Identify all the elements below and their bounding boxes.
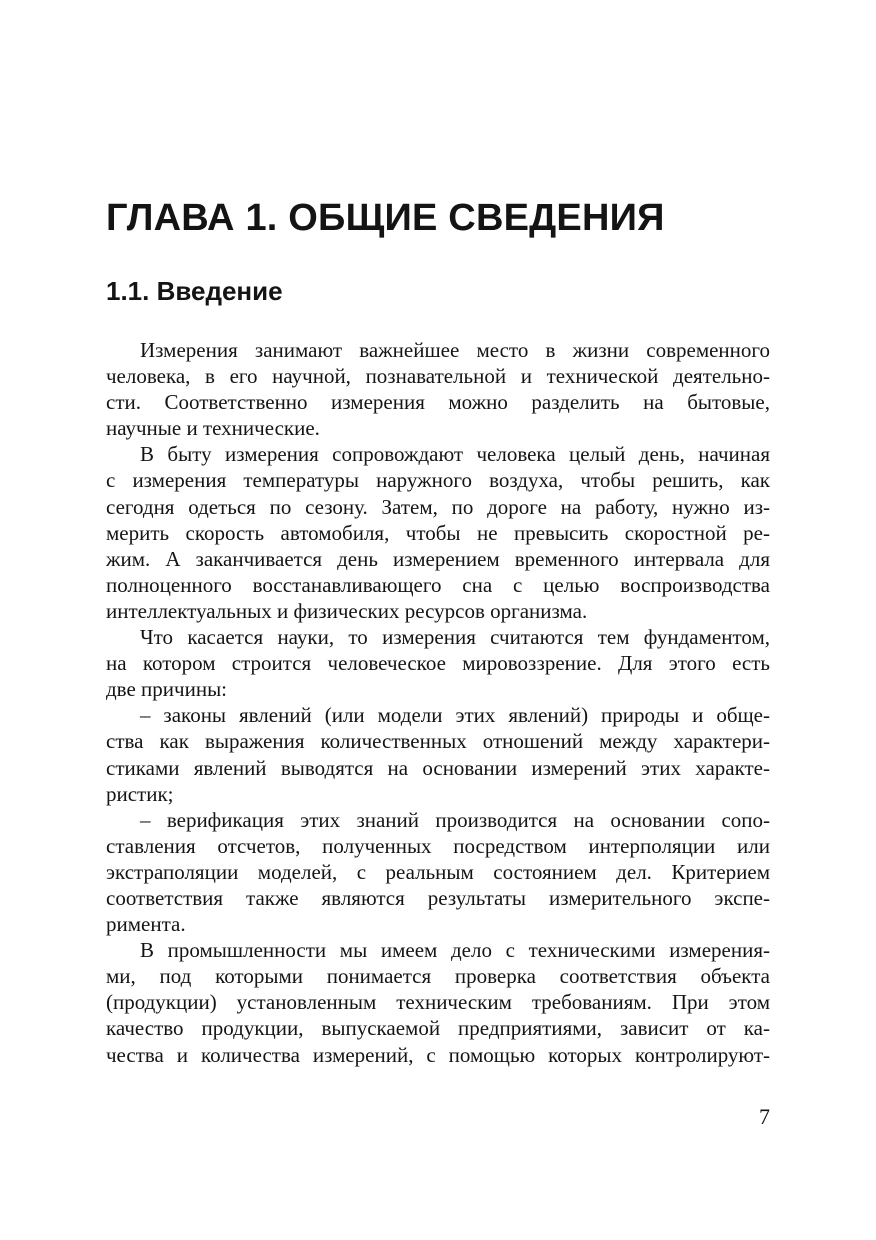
- text-line: жим. А заканчивается день измерением временного интервала для: [106, 546, 770, 571]
- text-line: римента.: [106, 912, 186, 937]
- paragraph-everyday: [106, 441, 770, 624]
- section-title: 1.1. Введение: [106, 276, 283, 306]
- text-line: Что касается науки, то измерения считаются тем фундаментом,: [140, 625, 770, 650]
- text-line: – законы явлений (или модели этих явлений) природы и обще-: [140, 703, 770, 728]
- list-item-laws: [106, 702, 770, 806]
- text-line: человека, в его научной, познавательной и технической деятельно-: [106, 364, 770, 389]
- paragraph-industry: [106, 937, 770, 1067]
- text-line: В быту измерения сопровождают человека целый день, начиная: [140, 442, 770, 467]
- text-line: качество продукции, выпускаемой предприятиями, зависит от ка-: [106, 1016, 770, 1041]
- text-line: интеллектуальных и физических ресурсов организма.: [106, 598, 588, 623]
- text-line: ристик;: [106, 781, 174, 806]
- text-line: В промышленности мы имеем дело с техническими измерения-: [140, 938, 770, 963]
- paragraph-science: [106, 624, 770, 702]
- text-line: сегодня одеться по сезону. Затем, по дороге на работу, нужно из-: [106, 494, 770, 519]
- chapter-title: ГЛАВА 1. ОБЩИЕ СВЕДЕНИЯ: [106, 197, 665, 239]
- text-line: соответствия также являются результаты измерительного экспе-: [106, 885, 770, 910]
- text-line: экстраполяции моделей, с реальным состоянием дел. Критерием: [106, 859, 770, 884]
- text-line: ставления отсчетов, полученных посредством интерполяции или: [106, 833, 770, 858]
- text-line: чества и количества измерений, с помощью которых контролируют-: [106, 1042, 770, 1067]
- text-line: ства как выражения количественных отношений между характери-: [106, 729, 770, 754]
- text-line: полноценного восстанавливающего сна с целью воспроизводства: [106, 572, 770, 597]
- paragraph-intro: [106, 337, 770, 441]
- text-line: Измерения занимают важнейшее место в жизни современного: [140, 338, 770, 362]
- text-line: (продукции) установленным техническим требованиям. При этом: [106, 990, 770, 1015]
- text-line: стиками явлений выводятся на основании измерений этих характе-: [106, 755, 770, 780]
- body-text: [106, 337, 770, 1068]
- list-item-verification: [106, 807, 770, 937]
- text-line: сти. Соответственно измерения можно разделить на бытовые,: [106, 390, 770, 415]
- text-line: – верификация этих знаний производится на основании сопо-: [140, 807, 770, 832]
- text-line: на котором строится человеческое мировоззрение. Для этого есть: [106, 651, 770, 676]
- text-line: две причины:: [106, 677, 228, 702]
- text-line: научные и технические.: [106, 416, 320, 441]
- text-line: ми, под которыми понимается проверка соответствия объекта: [106, 964, 770, 989]
- text-line: с измерения температуры наружного воздуха, чтобы решить, как: [106, 468, 770, 493]
- page-number: 7: [759, 1104, 770, 1129]
- text-line: мерить скорость автомобиля, чтобы не превысить скоростной ре-: [106, 520, 770, 545]
